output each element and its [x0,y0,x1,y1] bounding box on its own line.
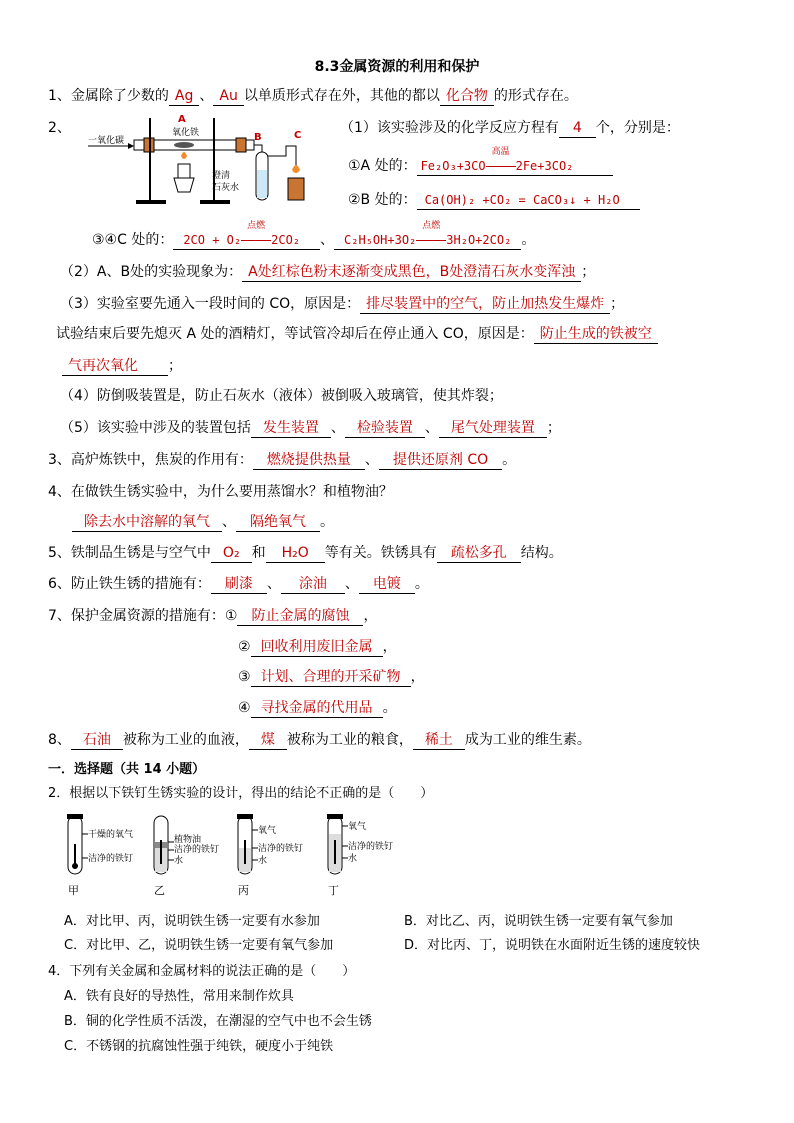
q2-p5-answer-2: 检验装置 [345,420,425,438]
q7-num-4: ④ [238,700,251,716]
svg-text:洁净的铁钉: 洁净的铁钉 [88,854,134,864]
q2-p3-text: （3）实验室要先通入一段时间的 CO，原因是： [60,296,361,312]
q2-p5-sep-2: 、 [424,420,439,436]
question-2-number: 2、 [48,120,71,136]
question-7-item-3 [238,667,425,687]
svg-text:氧气: 氧气 [258,826,277,836]
q3-sep: 、 [364,452,379,468]
svg-text:丁: 丁 [328,884,339,897]
question-6 [48,574,429,594]
burner-c [288,178,304,200]
svg-text:乙: 乙 [154,884,165,897]
eq-a-left: Fe₂O₃+3CO [420,159,486,173]
nail-rust-tubes [62,812,422,898]
mc2-option-a: A．对比甲、丙，说明铁生锈一定要有水参加 [64,914,320,929]
eq-c-label: ③④C 处的： [92,232,174,248]
q6-sep-1: 、 [266,576,281,592]
mc-question-4-stem: 4．下列有关金属和金属材料的说法正确的是（ ） [48,964,356,979]
q5-end: 结构。 [520,545,563,561]
q2-p3-end: ； [610,296,625,312]
q5-text-2: 和 [251,545,266,561]
q2-part-4: （4）防倒吸装置是，防止石灰水（液体）被倒吸入玻璃管，使其炸裂； [60,388,503,404]
q2-part-2 [60,262,595,282]
q7-num-3: ③ [238,669,251,685]
eq-c1-condition: 点燃 [247,221,266,231]
eq-c2-left: C₂H₅OH+3O₂ [344,233,417,247]
q1-answer-1: Ag [169,88,199,106]
tube-yi [154,816,219,897]
q1-text: 1、金属除了少数的 [48,88,169,104]
q1-text-3: 的形式存在。 [493,88,578,104]
q3-text: 3、高炉炼铁中，焦炭的作用有： [48,452,253,468]
q7-num-1: ① [224,608,238,624]
q6-sep-2: 、 [344,576,359,592]
q2-p2-answer: A处红棕色粉末逐渐变成黑色，B处澄清石灰水变浑浊 [242,264,581,282]
svg-text:洁净的铁钉: 洁净的铁钉 [174,845,220,855]
svg-text:植物油: 植物油 [174,835,202,845]
svg-text:水: 水 [348,854,358,864]
svg-text:水: 水 [174,856,184,866]
eq-c1-left: 2CO + O₂ [183,233,242,247]
q7-end: 。 [382,700,397,716]
q2-p5-text: （5）该实验中涉及的装置包括 [60,420,251,436]
q8-num: 8、 [48,732,71,748]
svg-text:洁净的铁钉: 洁净的铁钉 [258,844,304,854]
label-a: A [178,114,186,125]
mc2-option-b: B．对比乙、丙，说明铁生锈一定要有氧气参加 [404,914,673,929]
svg-text:甲: 甲 [68,884,79,897]
question-4-answer [72,512,334,532]
tube-bing [237,814,303,897]
q2-p1-text: （1）该实验涉及的化学反应方程有 [340,120,559,136]
q2-p5-sep-1: 、 [330,420,345,436]
q2-part-3b [56,324,658,344]
mc4-option-b: B．铜的化学性质不活泼，在潮湿的空气中也不会生锈 [64,1014,372,1029]
mc2-option-c: C．对比甲、乙，说明铁生锈一定要有氧气参加 [64,938,334,953]
q2-equation-c [92,221,536,250]
q6-answer-2: 涂油 [281,576,345,594]
eq-a-right: 2Fe+3CO₂ [515,159,574,173]
section-heading: 一．选择题（共 14 小题） [48,762,206,777]
q2-part-5 [60,418,561,438]
svg-text:水: 水 [258,856,268,866]
q6-end: 。 [414,576,429,592]
svg-text:洁净的铁钉: 洁净的铁钉 [348,842,394,852]
q7-answer-4: 寻找金属的代用品 [251,700,383,718]
q2-p1-answer: 4 [559,120,596,138]
q4-end: 。 [320,514,334,530]
q6-answer-1: 刷漆 [211,576,267,594]
iron-oxide-sample [174,142,194,148]
q8-text-1: 被称为工业的血液， [122,732,249,748]
q2-p2-end: ； [581,264,596,280]
q6-text: 6、防止铁生锈的措施有： [48,576,211,592]
q4-sep: 、 [222,514,236,530]
q7-answer-1: 防止金属的腐蚀 [237,608,363,626]
eq-a-label: ①A 处的： [348,158,417,174]
q2-p3b-text: 试验结束后要先熄灭 A 处的酒精灯，等试管冷却后在停止通入 CO，原因是： [56,326,534,342]
page-title: 8.3金属资源的利用和保护 [314,59,480,75]
svg-text:氧气: 氧气 [348,822,367,832]
q7-comma-1: ， [363,608,378,624]
q7-answer-3: 计划、合理的开采矿物 [251,669,411,687]
label-c: C [294,130,302,141]
q2-equation-a [348,147,613,176]
q2-p5-answer-1: 发生装置 [251,420,331,438]
mc2-option-d: D．对比丙、丁，说明铁在水面附近生锈的速度较快 [404,938,701,953]
question-7-item-4 [238,698,397,718]
q6-answer-3: 电镀 [359,576,415,594]
tube-jia [67,814,133,897]
q8-text-3: 成为工业的维生素。 [464,732,591,748]
mc-question-2-stem: 2．根据以下铁钉生锈实验的设计，得出的结论不正确的是（ ） [48,786,434,801]
eq-c1-right: 2CO₂ [271,233,301,247]
question-1 [48,86,578,106]
q5-text-3: 等有关。铁锈具有 [324,545,437,561]
label-co: 一氧化碳 [88,136,125,146]
q8-answer-3: 稀土 [413,732,465,750]
question-4: 4、在做铁生锈实验中，为什么要用蒸馏水？和植物油？ [48,484,393,500]
q7-answer-2: 回收利用废旧金属 [251,639,383,657]
q2-p2-text: （2）A、B处的实验现象为： [60,264,243,280]
question-7-item-2 [238,637,397,657]
svg-text:干燥的氧气: 干燥的氧气 [88,830,134,840]
q2-p3b-answer-1: 防止生成的铁被空 [534,326,658,344]
q7-num-2: ② [238,639,251,655]
apparatus-diagram [86,108,318,206]
label-limewater: 澄清 [212,171,231,181]
svg-text:石灰水: 石灰水 [212,183,240,193]
q5-text: 5、铁制品生锈是与空气中 [48,545,211,561]
eq-b-label: ②B 处的： [348,192,417,208]
q4-answer-2: 隔绝氧气 [236,514,320,532]
q2-p3b-answer-2: 气再次氧化 [62,358,168,376]
q5-answer-3: 疏松多孔 [437,545,521,563]
eq-c2-condition: 点燃 [422,221,441,231]
q1-sep: 、 [199,88,214,104]
q3-answer-2: 提供还原剂 CO [379,452,502,470]
q8-answer-2: 煤 [249,732,287,750]
eq-c2-right: 3H₂O+2CO₂ [446,233,512,247]
q2-equation-b [348,190,640,210]
q5-answer-1: O₂ [211,545,252,563]
mc4-option-a: A．铁有良好的导热性，常用来制作炊具 [64,989,294,1004]
eq-c2-answer [334,221,521,250]
tube-ding [327,814,393,897]
label-b: B [254,132,262,143]
q2-part-3 [60,294,624,314]
question-5 [48,543,563,563]
q2-p5-end: ； [546,420,561,436]
q1-text-2: 以单质形式存在外，其他的都以 [243,88,440,104]
q2-p3-answer: 排尽装置中的空气，防止加热发生爆炸 [360,296,610,314]
question-8 [48,730,591,750]
q7-comma-3: ， [410,669,425,685]
q2-part-3b-cont [62,356,182,376]
eq-c1-answer [173,221,320,250]
q3-answer-1: 燃烧提供热量 [253,452,365,470]
q8-answer-1: 石油 [71,732,123,750]
q7-text: 7、保护金属资源的措施有： [48,608,225,624]
q1-answer-3: 化合物 [440,88,494,106]
q4-answer-1: 除去水中溶解的氧气 [72,514,222,532]
q1-answer-2: Au [213,88,243,106]
eq-c-end: 。 [521,232,536,248]
q8-text-2: 被称为工业的粮食， [286,732,413,748]
q5-answer-2: H₂O [266,545,325,563]
question-7 [48,606,377,626]
q2-p1-text-2: 个，分别是： [595,120,680,136]
q2-p5-answer-3: 尾气处理装置 [439,420,547,438]
q2-part-1 [340,118,680,138]
svg-text:丙: 丙 [238,884,249,897]
eq-b-answer: Ca(OH)₂ +CO₂ = CaCO₃↓ + H₂O [417,192,640,210]
label-fe2o3: 氧化铁 [172,128,200,138]
question-3 [48,450,516,470]
q7-comma-2: ， [382,639,397,655]
eq-a-answer [417,147,614,176]
q2-p3b-end: ； [168,358,182,374]
mc4-option-c: C．不锈钢的抗腐蚀性强于纯铁，硬度小于纯铁 [64,1039,334,1054]
eq-a-condition: 高温 [491,147,510,157]
q3-end: 。 [502,452,517,468]
eq-c-sep: 、 [320,232,335,248]
